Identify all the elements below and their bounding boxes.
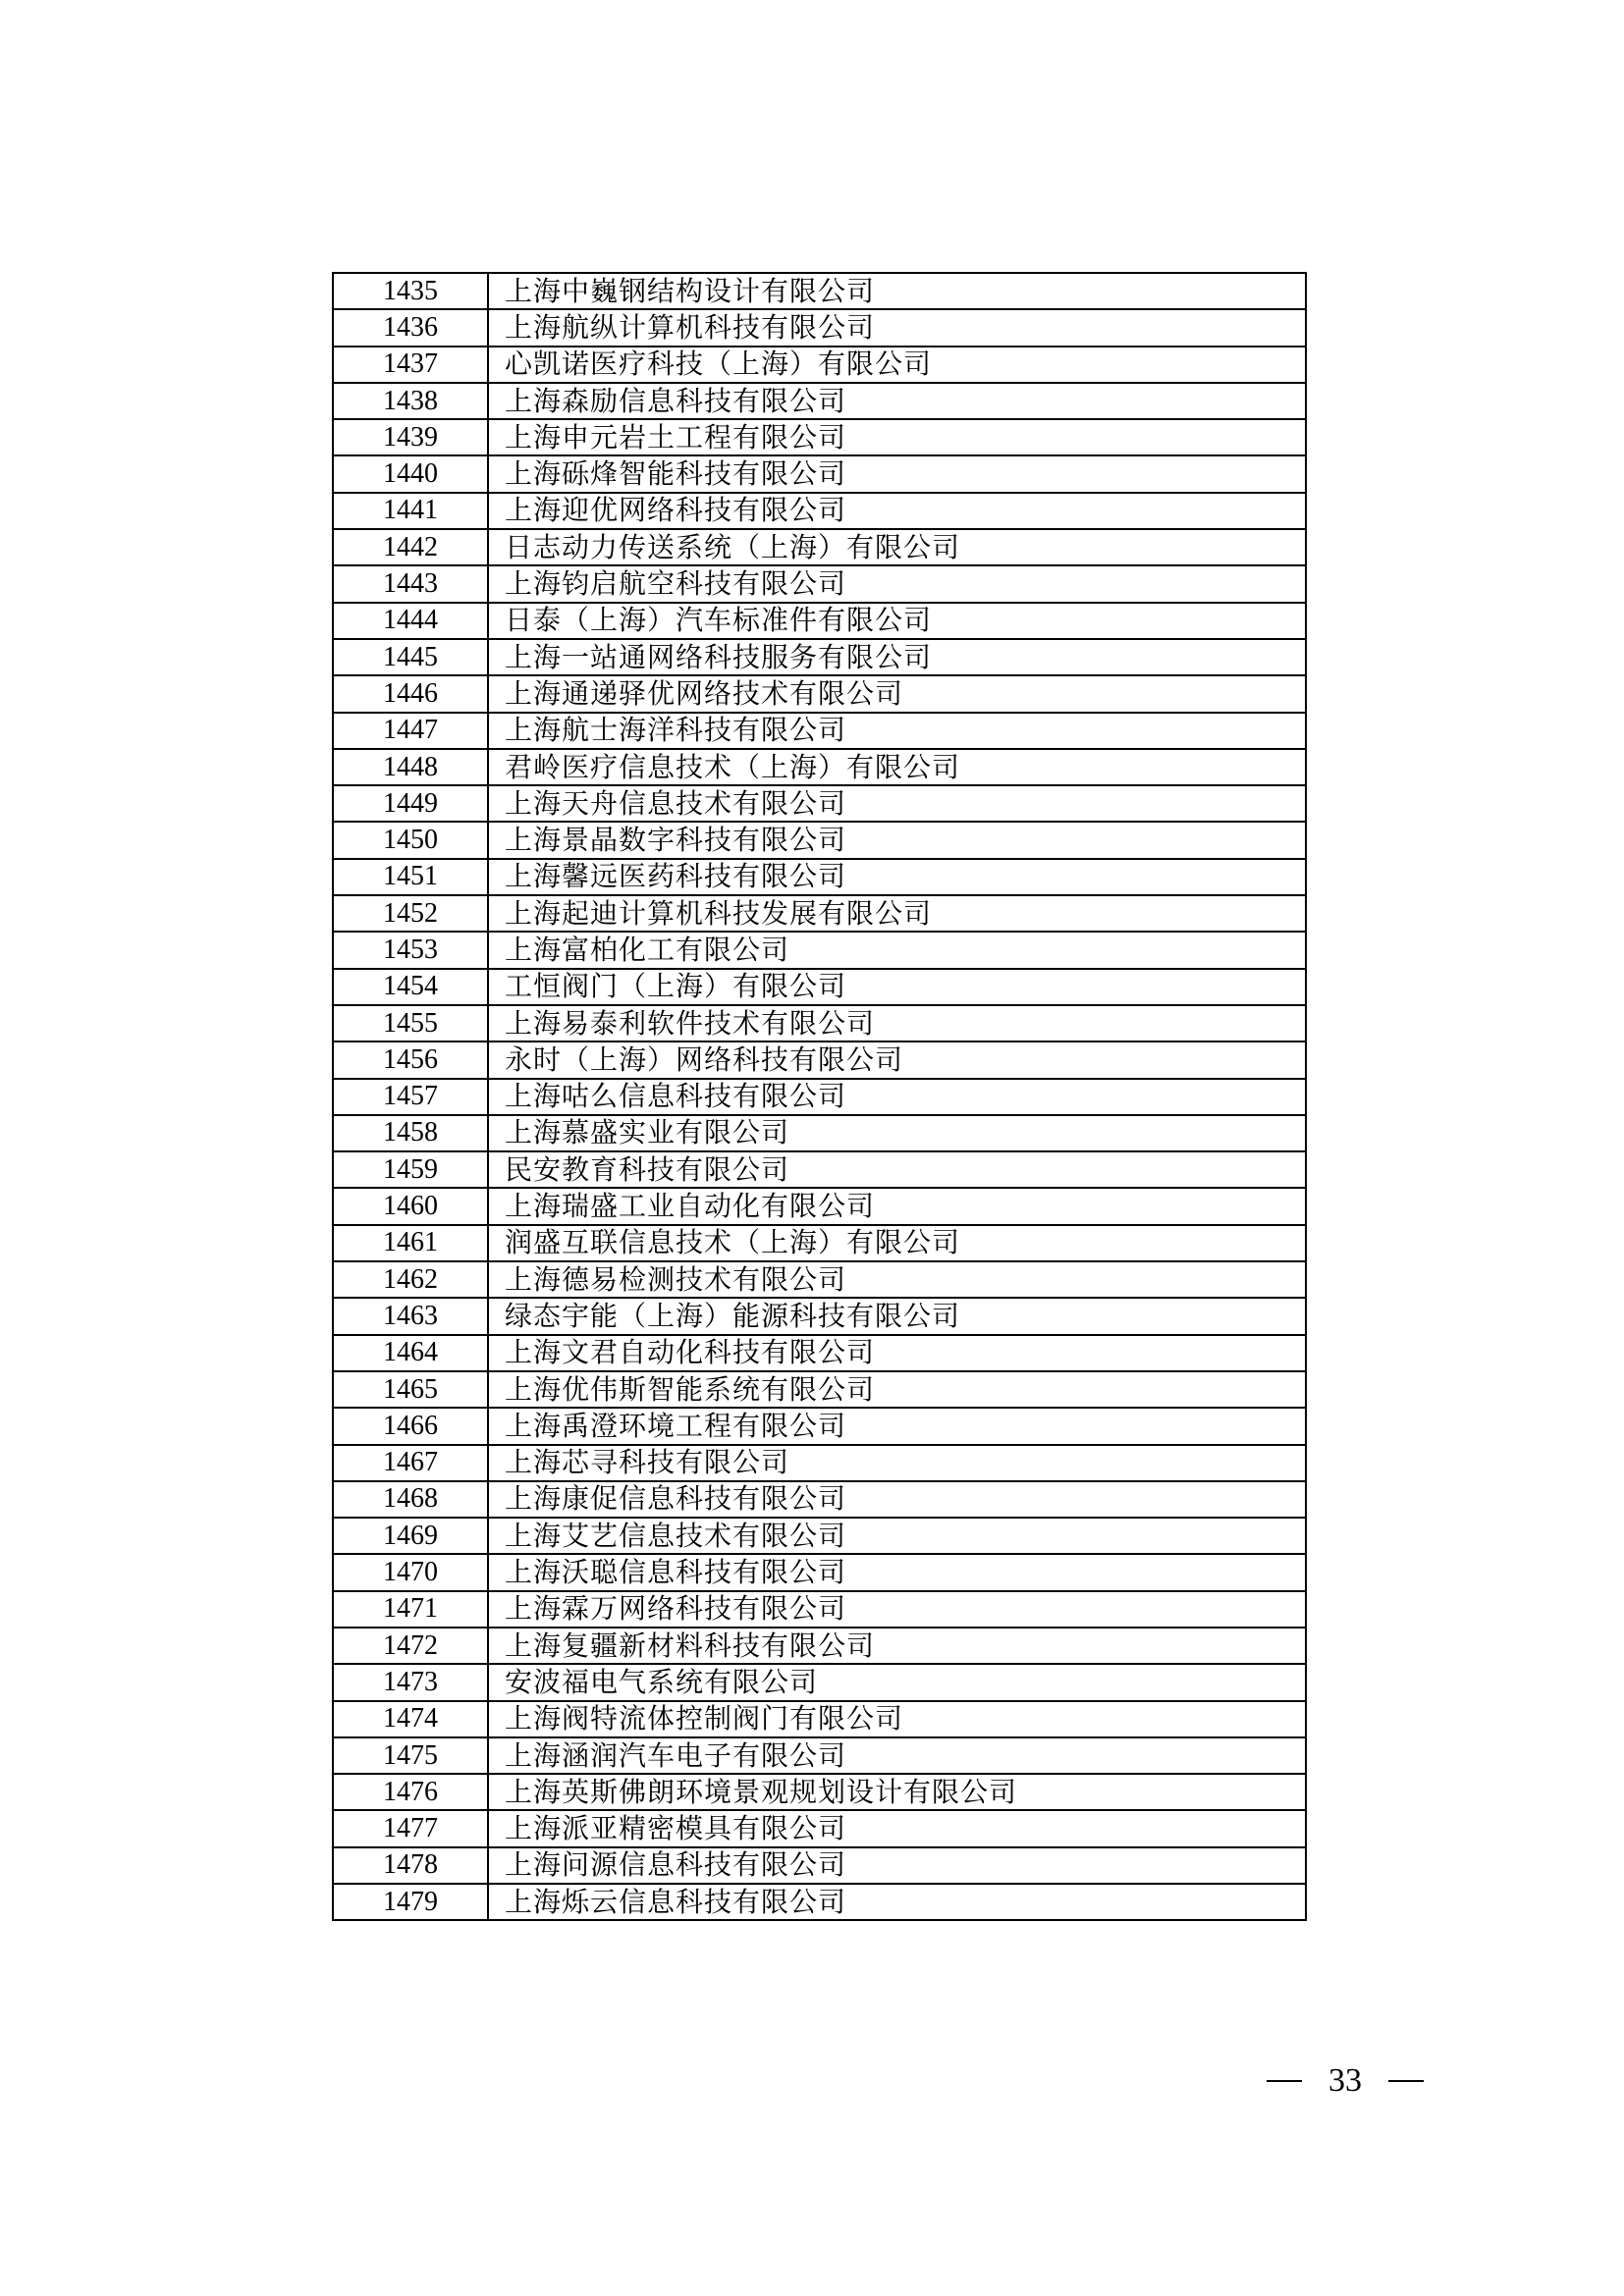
table-row — [333, 1481, 1306, 1518]
company-name-cell: 上海文君自动化科技有限公司 — [488, 1335, 1306, 1371]
company-name-cell: 民安教育科技有限公司 — [488, 1151, 1306, 1188]
company-name-cell: 上海馨远医药科技有限公司 — [488, 859, 1306, 895]
row-number-cell: 1462 — [333, 1261, 488, 1298]
company-name-cell: 上海申元岩土工程有限公司 — [488, 419, 1306, 455]
company-name-cell: 上海德易检测技术有限公司 — [488, 1261, 1306, 1298]
table-row — [333, 1847, 1306, 1884]
row-number-cell: 1448 — [333, 749, 488, 785]
company-name-cell: 上海森励信息科技有限公司 — [488, 383, 1306, 419]
row-number-cell: 1454 — [333, 969, 488, 1005]
row-number-cell: 1461 — [333, 1225, 488, 1261]
company-name-cell: 上海钧启航空科技有限公司 — [488, 565, 1306, 602]
row-number-cell: 1474 — [333, 1701, 488, 1737]
table-row — [333, 1115, 1306, 1151]
row-number-cell: 1436 — [333, 309, 488, 346]
table-row — [333, 347, 1306, 383]
table-row — [333, 932, 1306, 968]
company-name-cell: 永时（上海）网络科技有限公司 — [488, 1041, 1306, 1078]
row-number-cell: 1472 — [333, 1628, 488, 1664]
page-number-right-dash — [1388, 2080, 1424, 2082]
table-row — [333, 1774, 1306, 1810]
company-name-cell: 上海慕盛实业有限公司 — [488, 1115, 1306, 1151]
table-row — [333, 565, 1306, 602]
row-number-cell: 1466 — [333, 1408, 488, 1444]
table-row — [333, 1445, 1306, 1481]
company-name-cell: 上海易泰利软件技术有限公司 — [488, 1005, 1306, 1041]
table-row — [333, 1298, 1306, 1334]
row-number-cell: 1449 — [333, 785, 488, 822]
company-name-cell: 上海航士海洋科技有限公司 — [488, 713, 1306, 749]
company-name-cell: 上海砾烽智能科技有限公司 — [488, 455, 1306, 492]
page-number — [1267, 2061, 1424, 2101]
row-number-cell: 1468 — [333, 1481, 488, 1518]
table-row — [333, 895, 1306, 932]
row-number-cell: 1467 — [333, 1445, 488, 1481]
row-number-cell: 1439 — [333, 419, 488, 455]
row-number-cell: 1450 — [333, 822, 488, 858]
company-name-cell: 上海天舟信息技术有限公司 — [488, 785, 1306, 822]
row-number-cell: 1459 — [333, 1151, 488, 1188]
row-number-cell: 1478 — [333, 1847, 488, 1884]
table-row — [333, 1628, 1306, 1664]
row-number-cell: 1475 — [333, 1737, 488, 1774]
company-name-cell: 日志动力传送系统（上海）有限公司 — [488, 529, 1306, 565]
company-list-body — [333, 273, 1306, 1920]
company-name-cell: 绿态宇能（上海）能源科技有限公司 — [488, 1298, 1306, 1334]
company-name-cell: 上海涵润汽车电子有限公司 — [488, 1737, 1306, 1774]
table-row — [333, 1225, 1306, 1261]
row-number-cell: 1445 — [333, 639, 488, 675]
table-row — [333, 1408, 1306, 1444]
row-number-cell: 1479 — [333, 1884, 488, 1920]
row-number-cell: 1471 — [333, 1591, 488, 1628]
company-name-cell: 上海艾艺信息技术有限公司 — [488, 1518, 1306, 1554]
company-name-cell: 润盛互联信息技术（上海）有限公司 — [488, 1225, 1306, 1261]
row-number-cell: 1465 — [333, 1371, 488, 1408]
company-name-cell: 上海航纵计算机科技有限公司 — [488, 309, 1306, 346]
row-number-cell: 1460 — [333, 1188, 488, 1224]
company-name-cell: 上海烁云信息科技有限公司 — [488, 1884, 1306, 1920]
company-name-cell: 上海英斯佛朗环境景观规划设计有限公司 — [488, 1774, 1306, 1810]
table-row — [333, 1005, 1306, 1041]
table-row — [333, 1518, 1306, 1554]
row-number-cell: 1452 — [333, 895, 488, 932]
table-row — [333, 1701, 1306, 1737]
row-number-cell: 1443 — [333, 565, 488, 602]
table-row — [333, 603, 1306, 639]
row-number-cell: 1444 — [333, 603, 488, 639]
table-row — [333, 675, 1306, 712]
row-number-cell: 1437 — [333, 347, 488, 383]
table-row — [333, 493, 1306, 529]
row-number-cell: 1451 — [333, 859, 488, 895]
row-number-cell: 1446 — [333, 675, 488, 712]
company-name-cell: 上海禹澄环境工程有限公司 — [488, 1408, 1306, 1444]
table-row — [333, 273, 1306, 309]
table-row — [333, 309, 1306, 346]
table-row — [333, 1041, 1306, 1078]
row-number-cell: 1441 — [333, 493, 488, 529]
table-row — [333, 455, 1306, 492]
table-row — [333, 713, 1306, 749]
company-name-cell: 上海霖万网络科技有限公司 — [488, 1591, 1306, 1628]
table-row — [333, 969, 1306, 1005]
company-name-cell: 上海沃聪信息科技有限公司 — [488, 1554, 1306, 1590]
company-list-table — [332, 272, 1307, 1921]
table-row — [333, 1810, 1306, 1846]
row-number-cell: 1457 — [333, 1079, 488, 1115]
company-name-cell: 工恒阀门（上海）有限公司 — [488, 969, 1306, 1005]
company-name-cell: 心凯诺医疗科技（上海）有限公司 — [488, 347, 1306, 383]
table-row — [333, 1188, 1306, 1224]
table-row — [333, 1884, 1306, 1920]
table-row — [333, 785, 1306, 822]
row-number-cell: 1438 — [333, 383, 488, 419]
row-number-cell: 1455 — [333, 1005, 488, 1041]
company-name-cell: 上海富柏化工有限公司 — [488, 932, 1306, 968]
company-name-cell: 上海迎优网络科技有限公司 — [488, 493, 1306, 529]
company-name-cell: 上海康促信息科技有限公司 — [488, 1481, 1306, 1518]
table-row — [333, 859, 1306, 895]
row-number-cell: 1456 — [333, 1041, 488, 1078]
row-number-cell: 1463 — [333, 1298, 488, 1334]
company-name-cell: 上海起迪计算机科技发展有限公司 — [488, 895, 1306, 932]
company-name-cell: 安波福电气系统有限公司 — [488, 1664, 1306, 1700]
table-row — [333, 1664, 1306, 1700]
company-name-cell: 上海通递驿优网络技术有限公司 — [488, 675, 1306, 712]
table-row — [333, 1261, 1306, 1298]
table-row — [333, 1591, 1306, 1628]
table-row — [333, 1151, 1306, 1188]
company-name-cell: 上海中巍钢结构设计有限公司 — [488, 273, 1306, 309]
company-name-cell: 上海复疆新材料科技有限公司 — [488, 1628, 1306, 1664]
company-name-cell: 上海阀特流体控制阀门有限公司 — [488, 1701, 1306, 1737]
row-number-cell: 1442 — [333, 529, 488, 565]
page-number-value: 33 — [1328, 2062, 1362, 2099]
row-number-cell: 1464 — [333, 1335, 488, 1371]
company-name-cell: 上海景晶数字科技有限公司 — [488, 822, 1306, 858]
row-number-cell: 1476 — [333, 1774, 488, 1810]
row-number-cell: 1440 — [333, 455, 488, 492]
table-row — [333, 1079, 1306, 1115]
table-row — [333, 383, 1306, 419]
page-number-left-dash — [1267, 2080, 1302, 2082]
row-number-cell: 1469 — [333, 1518, 488, 1554]
row-number-cell: 1435 — [333, 273, 488, 309]
row-number-cell: 1473 — [333, 1664, 488, 1700]
table-row — [333, 1335, 1306, 1371]
row-number-cell: 1477 — [333, 1810, 488, 1846]
company-name-cell: 上海问源信息科技有限公司 — [488, 1847, 1306, 1884]
table-row — [333, 822, 1306, 858]
company-name-cell: 上海瑞盛工业自动化有限公司 — [488, 1188, 1306, 1224]
table-row — [333, 639, 1306, 675]
company-name-cell: 上海优伟斯智能系统有限公司 — [488, 1371, 1306, 1408]
row-number-cell: 1470 — [333, 1554, 488, 1590]
company-name-cell: 上海派亚精密模具有限公司 — [488, 1810, 1306, 1846]
table-row — [333, 529, 1306, 565]
table-row — [333, 749, 1306, 785]
row-number-cell: 1453 — [333, 932, 488, 968]
company-name-cell: 上海咕么信息科技有限公司 — [488, 1079, 1306, 1115]
table-row — [333, 1737, 1306, 1774]
company-name-cell: 上海芯寻科技有限公司 — [488, 1445, 1306, 1481]
company-name-cell: 上海一站通网络科技服务有限公司 — [488, 639, 1306, 675]
row-number-cell: 1447 — [333, 713, 488, 749]
table-row — [333, 419, 1306, 455]
company-name-cell: 君岭医疗信息技术（上海）有限公司 — [488, 749, 1306, 785]
company-name-cell: 日泰（上海）汽车标准件有限公司 — [488, 603, 1306, 639]
row-number-cell: 1458 — [333, 1115, 488, 1151]
table-row — [333, 1554, 1306, 1590]
table-row — [333, 1371, 1306, 1408]
